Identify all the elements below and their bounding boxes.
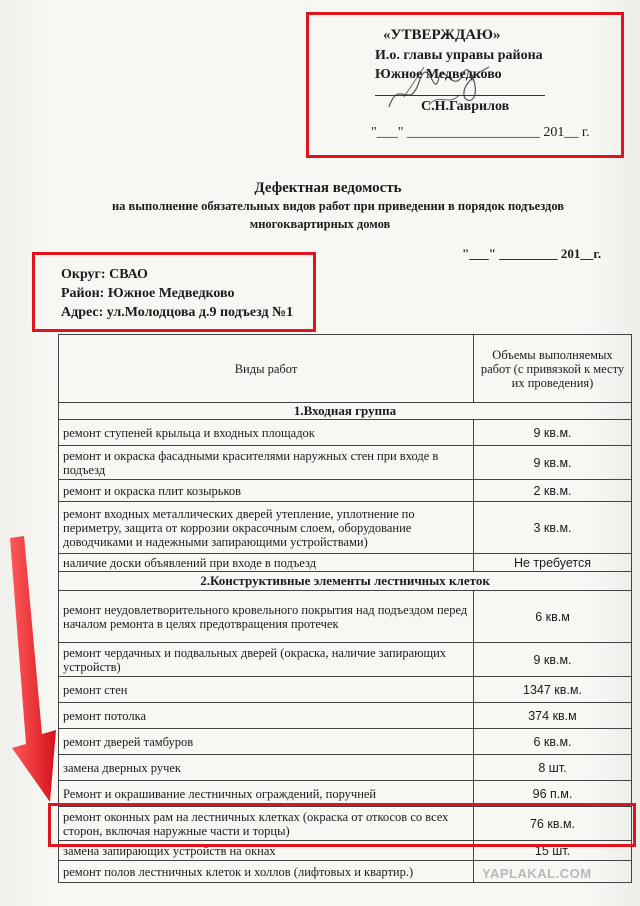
work-cell: ремонт входных металлических дверей утепление, уплотнение по периметру, защита от коррозии окрасочным слоем, оборудование доводчиками и надежными запирающими устройствами) bbox=[59, 502, 474, 554]
col-header-works: Виды работ bbox=[59, 335, 474, 403]
work-cell: ремонт потолка bbox=[59, 703, 474, 729]
address-rayon: Район: Южное Медведково bbox=[61, 286, 235, 301]
work-cell: ремонт чердачных и подвальных дверей (окраска, наличие запирающих устройств) bbox=[59, 643, 474, 677]
work-cell: ремонт полов лестничных клеток и холлов (лифтовых и квартир.) bbox=[59, 861, 474, 883]
work-cell: ремонт стен bbox=[59, 677, 474, 703]
approval-name: С.Н.Гаврилов bbox=[421, 99, 510, 114]
address-street: Адрес: ул.Молодцова д.9 подъезд №1 bbox=[61, 305, 294, 320]
volume-cell: 9 кв.м. bbox=[474, 420, 632, 446]
address-block bbox=[32, 252, 316, 332]
work-cell: замена дверных ручек bbox=[59, 755, 474, 781]
volume-cell: 96 п.м. bbox=[474, 781, 632, 807]
table-row bbox=[59, 643, 632, 677]
table-row bbox=[59, 591, 632, 643]
volume-cell: 6 кв.м bbox=[474, 591, 632, 643]
volume-cell: 76 кв.м. bbox=[474, 807, 632, 841]
table-row bbox=[59, 554, 632, 572]
address-okrug: Округ: СВАО bbox=[61, 267, 148, 282]
volume-cell: 1347 кв.м. bbox=[474, 677, 632, 703]
volume-cell: 3 кв.м. bbox=[474, 502, 632, 554]
volume-cell: 374 кв.м bbox=[474, 703, 632, 729]
works-table bbox=[58, 334, 632, 883]
document-title: Дефектная ведомость bbox=[254, 180, 402, 196]
work-cell: Ремонт и окрашивание лестничных ограждений, поручней bbox=[59, 781, 474, 807]
table-row bbox=[59, 755, 632, 781]
document-date-line: "___" _________ 201__г. bbox=[462, 246, 602, 261]
document-subtitle-2: многоквартирных домов bbox=[249, 217, 391, 231]
table-row bbox=[59, 480, 632, 502]
table-row bbox=[59, 677, 632, 703]
volume-cell: 8 шт. bbox=[474, 755, 632, 781]
section-header-1: 1.Входная группа bbox=[59, 403, 632, 420]
work-cell: ремонт неудовлетворительного кровельного покрытия над подъездом перед началом ремонта в целях предотвращения протечек bbox=[59, 591, 474, 643]
work-cell: замена запирающих устройств на окнах bbox=[59, 841, 474, 861]
table-row bbox=[59, 807, 632, 841]
watermark-text: YAPLAKAL.COM bbox=[482, 866, 592, 881]
table-row bbox=[59, 781, 632, 807]
work-cell: ремонт дверей тамбуров bbox=[59, 729, 474, 755]
volume-cell: 6 кв.м. bbox=[474, 729, 632, 755]
section-header-2: 2.Конструктивные элементы лестничных клеток bbox=[59, 572, 632, 591]
work-cell: ремонт и окраска фасадными красителями наружных стен при входе в подъезд bbox=[59, 446, 474, 480]
approval-date-line: "___" ___________________ 201__ г. bbox=[371, 125, 590, 140]
approval-block bbox=[306, 12, 624, 158]
work-cell: ремонт ступеней крыльца и входных площадок bbox=[59, 420, 474, 446]
red-arrow-icon bbox=[4, 534, 64, 804]
table-row bbox=[59, 502, 632, 554]
work-cell: ремонт и окраска плит козырьков bbox=[59, 480, 474, 502]
volume-cell: 15 шт. bbox=[474, 841, 632, 861]
col-header-volume: Объемы выполняемых работ (с привязкой к месту их проведения) bbox=[474, 335, 632, 403]
table-row bbox=[59, 841, 632, 861]
approval-position-2: Южное Медведково bbox=[375, 67, 502, 82]
volume-cell: 9 кв.м. bbox=[474, 446, 632, 480]
work-cell: ремонт оконных рам на лестничных клетках (окраска от откосов со всех сторон, включая наружные части и торцы) bbox=[59, 807, 474, 841]
table-row bbox=[59, 446, 632, 480]
work-cell: наличие доски объявлений при входе в подъезд bbox=[59, 554, 474, 572]
signature-line bbox=[375, 95, 545, 96]
volume-cell: 2 кв.м. bbox=[474, 480, 632, 502]
table-row bbox=[59, 703, 632, 729]
volume-cell: Не требуется bbox=[474, 554, 632, 572]
approval-heading: «УТВЕРЖДАЮ» bbox=[383, 27, 501, 43]
approval-position-1: И.о. главы управы района bbox=[375, 48, 543, 63]
table-row bbox=[59, 729, 632, 755]
table-row bbox=[59, 420, 632, 446]
volume-cell: 9 кв.м. bbox=[474, 643, 632, 677]
document-subtitle-1: на выполнение обязательных видов работ при приведении в порядок подъездов bbox=[111, 199, 565, 213]
